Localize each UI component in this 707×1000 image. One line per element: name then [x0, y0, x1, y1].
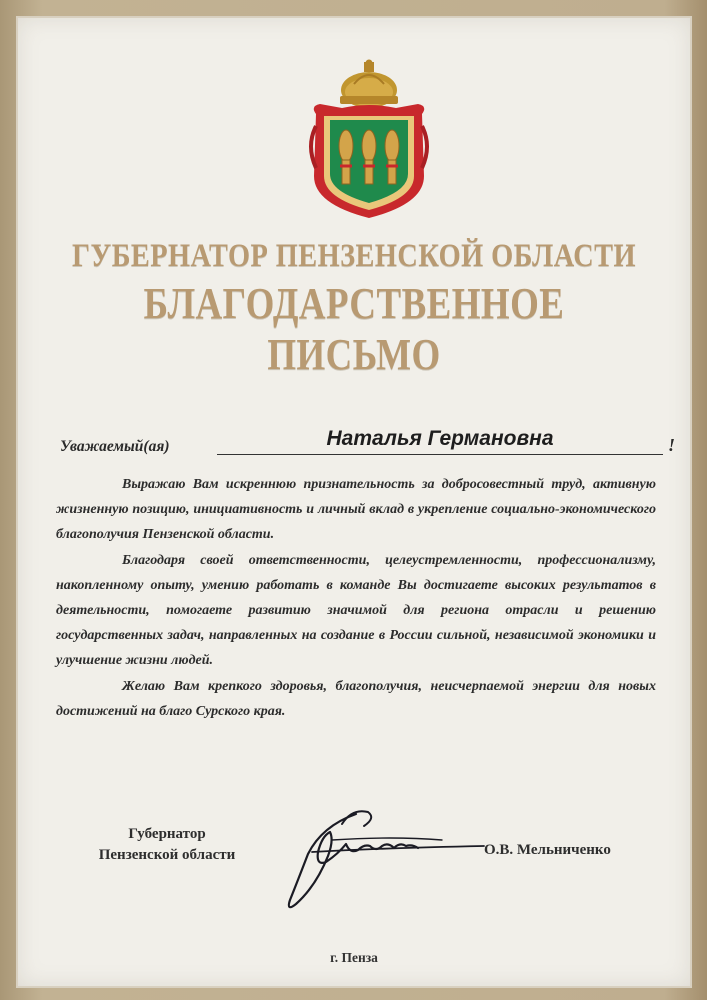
- paragraph-achievements: Благодаря своей ответственности, целеустремленности, профессионализму, накопленному опыту, умению работать в команде Вы достигаете высоких результатов в деятельности, помогаете развитию значимой для региона отрасли и решению государственных задач, направленных на создание в России сильной, независимой экономики и улучшение жизни людей.: [56, 552, 656, 669]
- name-underline: [217, 454, 663, 455]
- paragraph-gratitude: Выражаю Вам искреннюю признательность за добросовестный труд, активную жизненную позицию, инициативность и личный вклад в укрепление социально-экономического благополучия Пензенской области.: [56, 477, 656, 543]
- signer-title-line2: Пензенской области: [98, 847, 236, 863]
- greeting-line: [60, 426, 680, 456]
- letter-body: [56, 472, 656, 724]
- penza-coat-of-arms-icon: [302, 56, 436, 224]
- document-title: БЛАГОДАРСТВЕННОЕ ПИСЬМО: [143, 279, 565, 379]
- signer-title: [52, 824, 282, 866]
- greeting-exclamation: !: [668, 435, 676, 455]
- issuer-heading: ГУБЕРНАТОР ПЕНЗЕНСКОЙ ОБЛАСТИ: [71, 238, 637, 274]
- handwritten-signature: [272, 796, 488, 916]
- paragraph-wishes: Желаю Вам крепкого здоровья, благополучия, неисчерпаемой энергии для новых достижений на благо Сурского края.: [56, 678, 656, 719]
- issue-city: г. Пенза: [330, 950, 378, 965]
- recipient-name: Наталья Германовна: [326, 427, 554, 450]
- signer-title-line1: Губернатор: [128, 826, 206, 842]
- letter-page: [16, 16, 692, 988]
- salutation: Уважаемый(ая): [60, 438, 170, 455]
- signer-name: О.В. Мельниченко: [484, 842, 611, 858]
